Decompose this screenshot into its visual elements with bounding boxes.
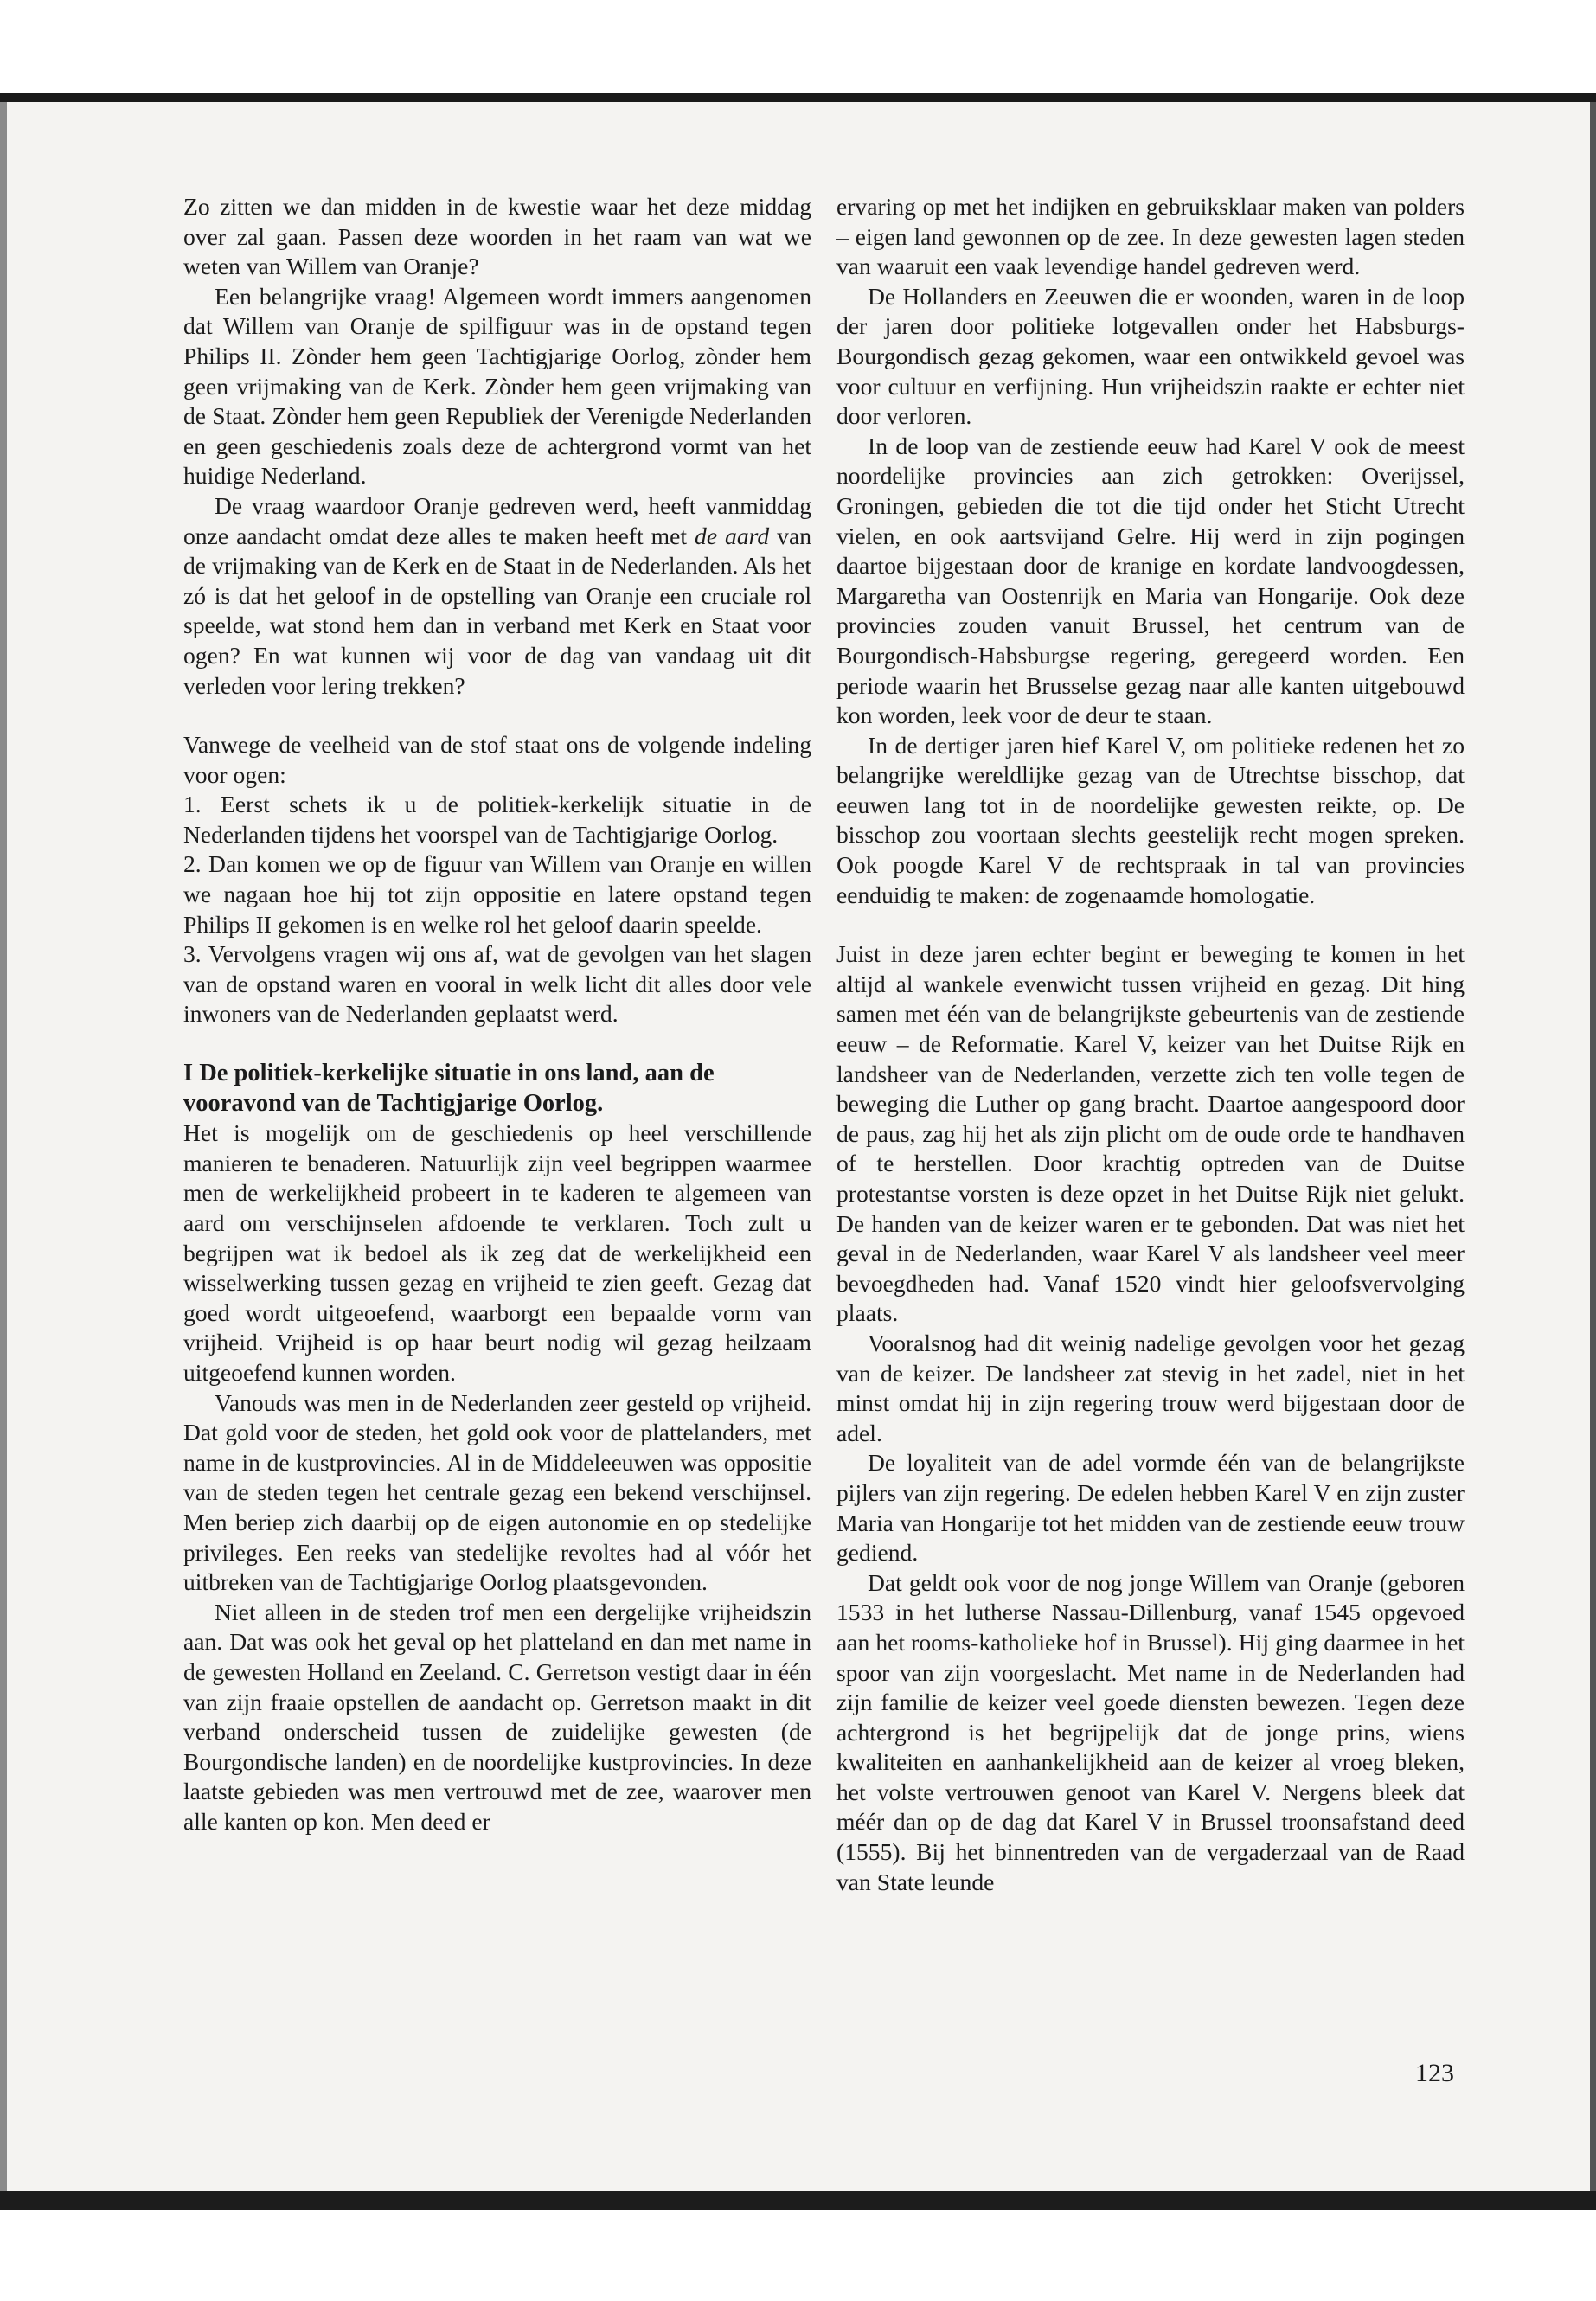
scan-border-bottom bbox=[0, 2191, 1596, 2210]
scan-border-top bbox=[0, 93, 1596, 102]
emphasis-text: de aard bbox=[695, 522, 770, 549]
list-item: 2. Dan komen we op de figuur van Willem van Oranje en willen we nagaan hoe hij tot zijn oppositie en latere opstand tegen Philips II gekomen is en welke rol het geloof daarin speelde. bbox=[183, 850, 811, 938]
list-item: 3. Vervolgens vragen wij ons af, wat de gevolgen van het slagen van de opstand waren en vooral in welk licht dit alles door vele inwoners van de Nederlanden geplaatst werd. bbox=[183, 940, 811, 1028]
paragraph: Vooralsnog had dit weinig nadelige gevolgen voor het gezag van de keizer. De landsheer zat stevig in het zadel, niet in het minst omdat hij in zijn regering trouw werd bijgestaan door de adel. bbox=[836, 1329, 1465, 1446]
paragraph: Het is mogelijk om de geschiedenis op heel verschillende manieren te benaderen. Natuurlijk zijn veel begrippen waarmee men de werkelijkheid probeert in te kaderen te algemeen van aard om verschijnselen afdoende te verklaren. Toch zult u begrijpen wat ik bedoel als ik zeg dat de werkelijkheid een wisselwerking tussen gezag en vrijheid te zien geeft. Gezag dat goed wordt uitgeoefend, waarborgt een bepaalde vorm van vrijheid. Vrijheid is op haar beurt nodig wil gezag heilzaam uitgeoefend kunnen worden. bbox=[183, 1119, 811, 1386]
spacer bbox=[836, 910, 1465, 939]
page-edge-right bbox=[1590, 102, 1596, 2191]
paragraph: Niet alleen in de steden trof men een dergelijke vrijheidszin aan. Dat was ook het geval op het platteland en dan met name in de gewesten Holland en Zeeland. C. Gerretson vestigt daar in één van zijn fraaie opstellen de aandacht op. Gerretson maakt in dit verband onderscheid tussen de zuidelijke gewesten (de Bourgondische landen) en de noordelijke kustprovincies. In deze laatste gebieden was men vertrouwd met de zee, waarover men alle kanten op kon. Men deed er bbox=[183, 1598, 811, 1835]
scan-background-top bbox=[0, 0, 1596, 97]
right-column bbox=[836, 192, 1465, 1897]
paragraph: Zo zitten we dan midden in de kwestie waar het deze middag over zal gaan. Passen deze woorden in het raam van wat we weten van Willem van Oranje? bbox=[183, 193, 811, 280]
section-heading: I De politiek-kerkelijke situatie in ons land, aan de vooravond van de Tachtigjarige Oorlog. bbox=[183, 1060, 715, 1117]
paragraph: Dat geldt ook voor de nog jonge Willem van Oranje (geboren 1533 in het lutherse Nassau-Dillenburg, vanaf 1545 opgevoed aan het rooms-katholieke hof in Brussel). Hij ging daarmee in het spoor van zijn voorgeslacht. Met name in de Nederlanden had zijn familie de keizer veel goede diensten bewezen. Tegen deze achtergrond is het begrijpelijk dat de jonge prins, wiens kwaliteiten en aanhankelijkheid aan de keizer al vroeg bleken, het volste vertrouwen genoot van Karel V. Nergens bleek dat méér dan op de dag dat Karel V in Brussel troonsafstand deed (1555). Bij het binnentreden van de vergaderzaal van de Raad van State leunde bbox=[836, 1568, 1465, 1895]
paragraph: Vanwege de veelheid van de stof staat ons de volgende indeling voor ogen: bbox=[183, 731, 811, 788]
paragraph: De loyaliteit van de adel vormde één van de belangrijkste pijlers van zijn regering. De edelen hebben Karel V en zijn zuster Maria van Hongarije tot het midden van de zestiende eeuw trouw gediend. bbox=[836, 1449, 1465, 1567]
list-item: 1. Eerst schets ik u de politiek-kerkelijk situatie in de Nederlanden tijdens het voorspel van de Tachtigjarige Oorlog. bbox=[183, 791, 811, 848]
paragraph: Vanouds was men in de Nederlanden zeer gesteld op vrijheid. Dat gold voor de steden, het gold ook voor de plattelanders, met name in de kustprovincies. Al in de Middeleeuwen was oppositie van de steden tegen het centrale gezag een bekend verschijnsel. Men beriep zich daarbij op de eigen autonomie en op stedelijke privileges. Een reeks van stedelijke revoltes had al vóór het uitbreken van de Tachtigjarige Oorlog plaatsgevonden. bbox=[183, 1388, 811, 1596]
paragraph: In de dertiger jaren hief Karel V, om politieke redenen het zo belangrijke wereldlijke gezag van de Utrechtse bisschop, dat eeuwen lang tot in de noordelijke gewesten reikte, op. De bisschop zou voortaan slechts geestelijk recht mogen spreken. Ook poogde Karel V de rechtspraak in tal van provincies eenduidig te maken: de zogenaamde homologatie. bbox=[836, 731, 1465, 908]
paragraph: Een belangrijke vraag! Algemeen wordt immers aangenomen dat Willem van Oranje de spilfiguur was in de opstand tegen Philips II. Zònder hem geen Tachtigjarige Oorlog, zònder hem geen vrijmaking van de Kerk. Zònder hem geen vrijmaking van de Staat. Zònder hem geen Republiek der Verenigde Nederlanden en geen geschiedenis zoals deze de achtergrond vormt van het huidige Nederland. bbox=[183, 282, 811, 490]
text-run: van de vrijmaking van de Kerk en de Staat in de Nederlanden. Als het zó is dat het geloof in de opstelling van Oranje een cruciale rol speelde, wat stond hem dan in verband met Kerk en Staat voor ogen? En wat kunnen wij voor de dag van vandaag uit dit verleden voor lering trekken? bbox=[183, 522, 811, 699]
page-edge-left bbox=[0, 102, 7, 2191]
paragraph: In de loop van de zestiende eeuw had Karel V ook de meest noordelijke provincies aan zich getrokken: Overijssel, Groningen, gebieden die tot die tijd onder het Sticht Utrecht vielen, en ook aartsvijand Gelre. Hij werd in zijn pogingen daartoe bijgestaan door de kranige en kordate landvoogdessen, Margaretha van Oostenrijk en Maria van Hongarije. Ook deze provincies zouden vanuit Brussel, het centrum van de Bourgondisch-Habsburgse regering, geregeerd worden. Een periode waarin het Brusselse gezag naar alle kanten uitgebouwd kon worden, leek voor de deur te staan. bbox=[836, 432, 1465, 729]
paragraph: ervaring op met het indijken en gebruiksklaar maken van polders – eigen land gewonnen op de zee. In deze gewesten lagen steden van waaruit een vaak levendige handel gedreven werd. bbox=[836, 193, 1465, 280]
spacer bbox=[183, 701, 811, 730]
page-number: 123 bbox=[1415, 2059, 1454, 2087]
paragraph bbox=[183, 491, 811, 701]
paragraph: Juist in deze jaren echter begint er beweging te komen in het altijd al wankele evenwicht tussen vrijheid en gezag. Dit hing samen met één van de belangrijkste gebeurtenis van de zestiende eeuw – de Reformatie. Karel V, keizer van het Duitse Rijk en landsheer van de Nederlanden, verzette zich ten volle tegen de beweging die Luther op gang bracht. Daartoe aangespoord door de paus, zag hij het als zijn plicht om de oude orde te handhaven of te herstellen. Door krachtig optreden van de Duitse protestantse vorsten is deze opzet in het Duitse Rijk niet gelukt. De handen van de keizer waren er te gebonden. Dat was niet het geval in de Nederlanden, waar Karel V als landsheer veel meer bevoegdheden had. Vanaf 1520 vindt hier geloofsvervolging plaats. bbox=[836, 940, 1465, 1327]
text-run: De vraag waardoor Oranje gedreven werd, heeft vanmiddag onze aandacht omdat deze alles te maken heeft met bbox=[183, 491, 811, 549]
left-column bbox=[183, 192, 811, 1836]
paragraph: De Hollanders en Zeeuwen die er woonden, waren in de loop der jaren door politieke lotgevallen onder het Habsburgs-Bourgondisch gezag gekomen, waar een ontwikkeld gevoel was voor cultuur en verfijning. Hun vrijheidszin raakte er echter niet door verloren. bbox=[836, 282, 1465, 430]
spacer bbox=[183, 1029, 811, 1059]
